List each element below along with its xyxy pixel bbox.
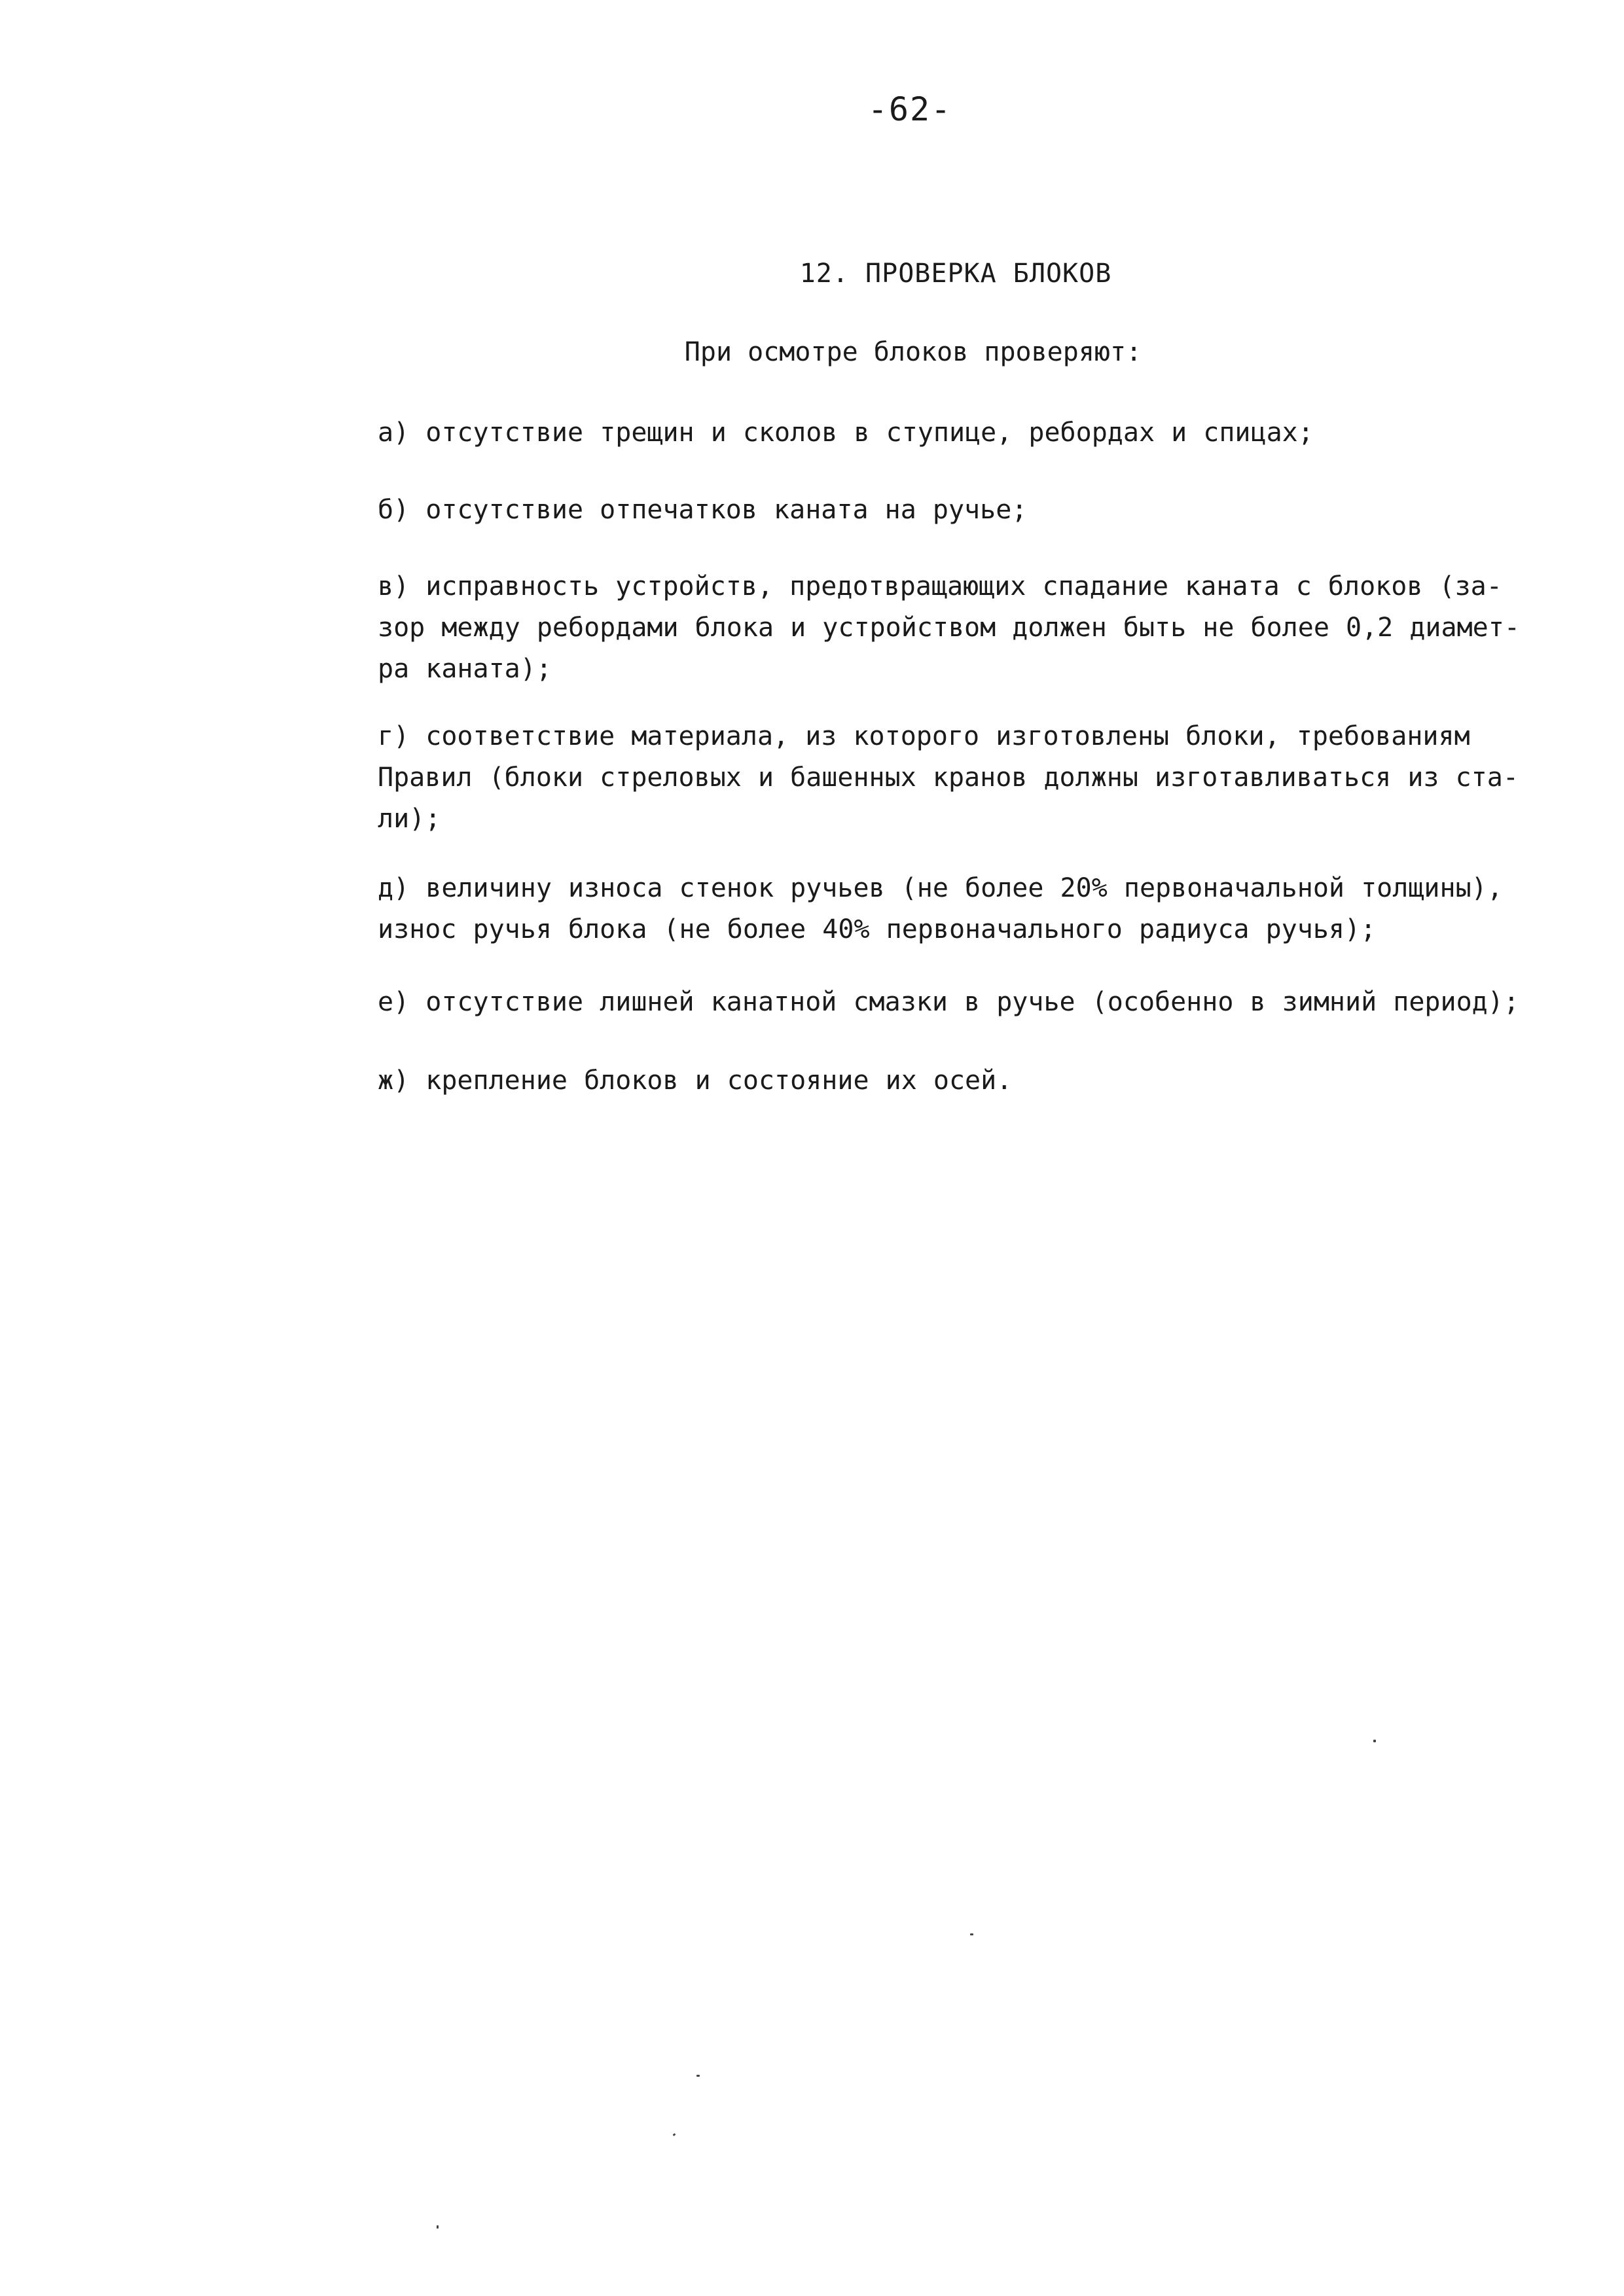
list-item-line: ра каната); xyxy=(378,654,552,684)
list-item-line: б) отсутствие отпечатков каната на ручье; xyxy=(378,495,1028,525)
list-item-line: износ ручья блока (не более 40% первоначального радиуса ручья); xyxy=(378,914,1377,944)
list-item-e xyxy=(378,982,1519,1023)
page-number: -62- xyxy=(867,90,952,128)
list-item-line: ж) крепление блоков и состояние их осей. xyxy=(378,1066,1013,1096)
list-item-b xyxy=(378,490,1379,531)
section-title: 12. ПРОВЕРКА БЛОКОВ xyxy=(799,259,1112,289)
scan-speck xyxy=(696,2075,700,2077)
list-item-a xyxy=(378,412,1379,454)
list-item-line: Правил (блоки стреловых и башенных кранов должны изготавливаться из ста- xyxy=(378,762,1519,793)
scan-speck xyxy=(1373,1740,1376,1742)
list-item-zh xyxy=(378,1060,1379,1102)
scan-speck xyxy=(970,1933,973,1935)
scan-speck xyxy=(437,2225,439,2229)
list-item-line: ли); xyxy=(378,804,441,834)
intro-text: При осмотре блоков проверяют: xyxy=(684,337,1142,367)
list-item-g xyxy=(378,716,1519,840)
scan-speck xyxy=(673,2133,676,2136)
list-item-line: е) отсутствие лишней канатной смазки в ручье (особенно в зимний период); xyxy=(378,987,1519,1017)
list-item-line: в) исправность устройств, предотвращающих спадание каната с блоков (за- xyxy=(378,571,1502,601)
list-item-d xyxy=(378,868,1503,950)
list-item-line: зор между ребордами блока и устройством должен быть не более 0,2 диамет- xyxy=(378,613,1520,643)
list-item-line: г) соответствие материала, из которого изготовлены блоки, требованиям xyxy=(378,721,1470,751)
list-item-line: д) величину износа стенок ручьев (не более 20% первоначальной толщины), xyxy=(378,873,1503,903)
list-item-line: а) отсутствие трещин и сколов в ступице, ребордах и спицах; xyxy=(378,418,1314,448)
list-item-v xyxy=(378,566,1520,690)
